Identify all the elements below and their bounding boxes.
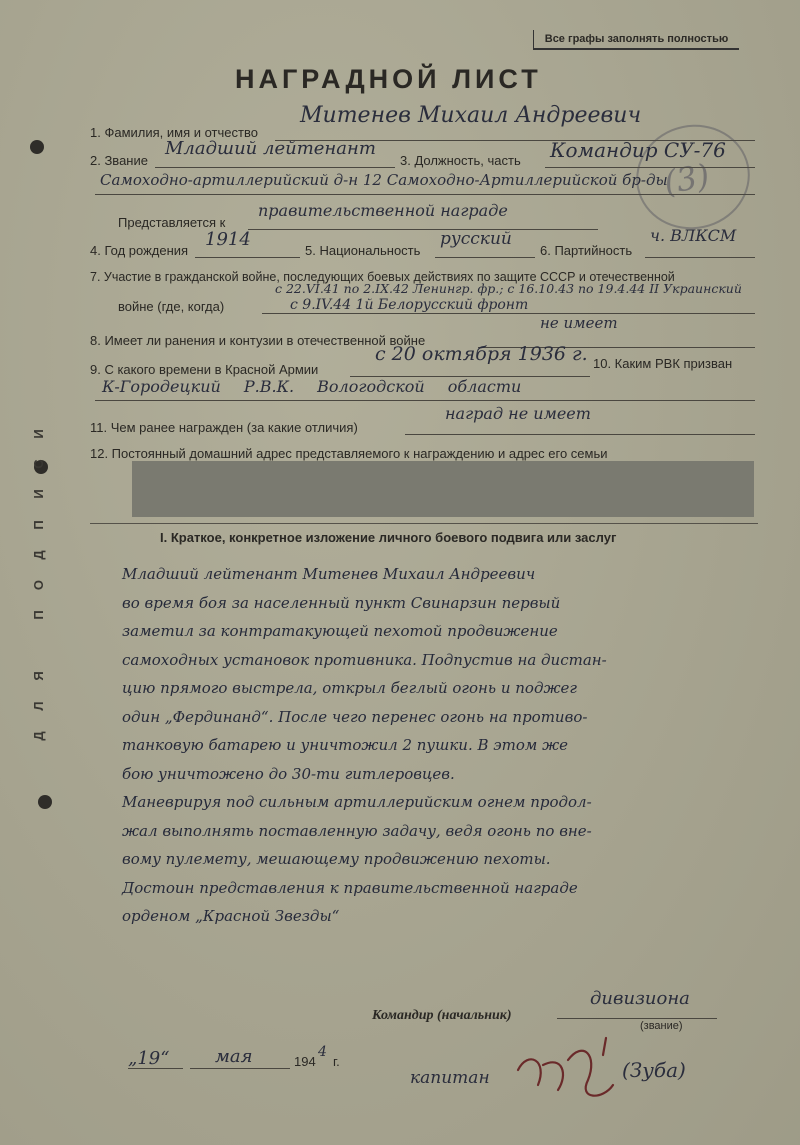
margin-letter: Д	[31, 731, 46, 741]
margin-letter	[31, 633, 49, 657]
narrative-line: бою уничтожено до 30-ти гитлеровцев.	[122, 764, 455, 783]
date-day: „19“	[128, 1048, 170, 1069]
field-position-line-2	[95, 194, 755, 195]
narrative-line: самоходных установок противника. Подпустив на дистан-	[122, 650, 607, 669]
narrative-line: орденом „Красной Звезды“	[122, 907, 340, 925]
redacted-address-block	[132, 461, 754, 517]
narrative-line: один „Фердинанд“. После чего перенес огонь на противо-	[122, 707, 588, 726]
field-participation-value-1: с 22.VI.41 по 2.IX.42 Ленингр. фр.; с 16.10.43 по 19.4.44 II Украинский	[275, 281, 742, 296]
field-rvk-value: К-Городецкий Р.В.К. Вологодской области	[102, 377, 522, 396]
margin-letter: П	[31, 610, 46, 620]
narrative-line: жал выполнять поставленную задачу, ведя огонь по вне-	[122, 821, 592, 840]
field-prior-awards-value: наград не имеет	[445, 404, 591, 423]
stamp-mark: (3)	[661, 156, 713, 202]
field-wounds-label: 8. Имеет ли ранения и контузии в отечественной войне	[90, 333, 426, 348]
date-day-line	[128, 1068, 183, 1069]
narrative-line: Младший лейтенант Митенев Михаил Андреевич	[122, 565, 536, 583]
field-rank-label: 2. Звание	[90, 153, 148, 168]
punch-hole-bottom	[38, 795, 52, 809]
narrative-line: танковую батарею и уничтожил 2 пушки. В этом же	[122, 736, 569, 754]
field-birth-year-value: 1914	[205, 229, 251, 250]
date-month-line	[190, 1068, 290, 1069]
date-month: мая	[215, 1046, 253, 1067]
commander-value: дивизиона	[590, 988, 690, 1009]
punch-hole-top	[30, 140, 44, 154]
field-prior-awards-label: 11. Чем ранее награжден (за какие отличия)	[90, 420, 358, 435]
margin-letter: И	[31, 489, 46, 500]
field-presented-label: Представляется к	[118, 215, 226, 230]
field-rank-line	[155, 167, 395, 168]
signer-name: (Зуба)	[622, 1058, 686, 1082]
field-nationality-line	[435, 257, 535, 258]
margin-letter: Я	[31, 670, 46, 681]
field-wounds-value: не имеет	[540, 314, 618, 332]
fill-all-fields-notice: Все графы заполнять полностью	[533, 30, 739, 50]
narrative-line: заметил за контратакующей пехотой продвижение	[122, 622, 558, 640]
section-divider	[90, 523, 758, 524]
date-year-g: г.	[333, 1054, 340, 1069]
field-army-since-value: с 20 октября 1936 г.	[375, 343, 588, 365]
narrative-text	[122, 560, 762, 931]
field-position-label: 3. Должность, часть	[400, 153, 521, 168]
narrative-line: вому пулемету, мешающему продвижению пехоты.	[122, 850, 551, 868]
field-nationality-value: русский	[440, 229, 512, 249]
field-position-line	[545, 167, 755, 168]
handwritten-signature-mark	[508, 1030, 628, 1110]
field-party-label: 6. Партийность	[540, 243, 633, 258]
field-address-label: 12. Постоянный домашний адрес представляемого к награждению и адрес его семьи	[90, 446, 608, 461]
margin-letter: С	[31, 459, 46, 469]
field-participation-value-2: с 9.IV.44 1й Белорусский фронт	[290, 297, 529, 313]
field-participation-line	[262, 313, 755, 314]
margin-letter: Л	[31, 701, 46, 711]
date-year-prefix: 194	[294, 1054, 316, 1069]
rank-caption: (звание)	[640, 1020, 683, 1032]
commander-line	[557, 1018, 717, 1019]
field-party-line	[645, 257, 755, 258]
signer-rank: капитан	[410, 1068, 490, 1088]
date-year-suffix: 4	[318, 1044, 327, 1060]
field-birth-year-label: 4. Год рождения	[90, 243, 189, 258]
field-rvk-line	[95, 400, 755, 401]
field-birth-year-line	[195, 257, 300, 258]
field-nationality-label: 5. Национальность	[305, 243, 421, 258]
field-army-since-label: 9. С какого времени в Красной Армии	[90, 362, 319, 377]
margin-letter: О	[31, 579, 46, 590]
narrative-line: цию прямого выстрела, открыл беглый огонь и поджег	[122, 679, 577, 697]
narrative-line: Маневрируя под сильным артиллерийским огнем продол-	[122, 793, 592, 811]
field-party-value: ч. ВЛКСМ	[650, 226, 737, 245]
commander-label: Командир (начальник)	[372, 1008, 512, 1023]
field-name-value: Митенев Михаил Андреевич	[300, 103, 642, 128]
narrative-line: Достоин представления к правительственной награде	[122, 878, 578, 897]
narrative-line: во время боя за населенный пункт Свинарзин первый	[122, 593, 561, 612]
margin-letter: П	[31, 519, 46, 530]
margin-letter: И	[31, 429, 46, 439]
field-name-label: 1. Фамилия, имя и отчество	[90, 125, 258, 140]
section-heading: I. Краткое, конкретное изложение личного боевого подвига или заслуг	[160, 530, 617, 545]
field-participation-label: 7. Участие в гражданской войне, последующих боевых действиях по защите СССР и отечественной	[90, 270, 675, 284]
signature-margin-label	[28, 425, 52, 745]
field-prior-awards-line	[405, 434, 755, 435]
field-rvk-label: 10. Каким РВК призван	[593, 356, 733, 371]
field-presented-value: правительственной награде	[258, 201, 508, 220]
field-rank-value: Младший лейтенант	[165, 138, 376, 159]
margin-letter: Д	[31, 550, 46, 560]
page-title: НАГРАДНОЙ ЛИСТ	[235, 64, 542, 94]
field-position-value: Командир СУ-76	[550, 138, 726, 162]
field-position-value-cont: Самоходно-артиллерийский д-н 12 Самоходно-Артиллерийской бр-ды	[100, 171, 668, 189]
field-presented-line	[248, 229, 598, 230]
field-participation-label-2: войне (где, когда)	[118, 299, 225, 314]
